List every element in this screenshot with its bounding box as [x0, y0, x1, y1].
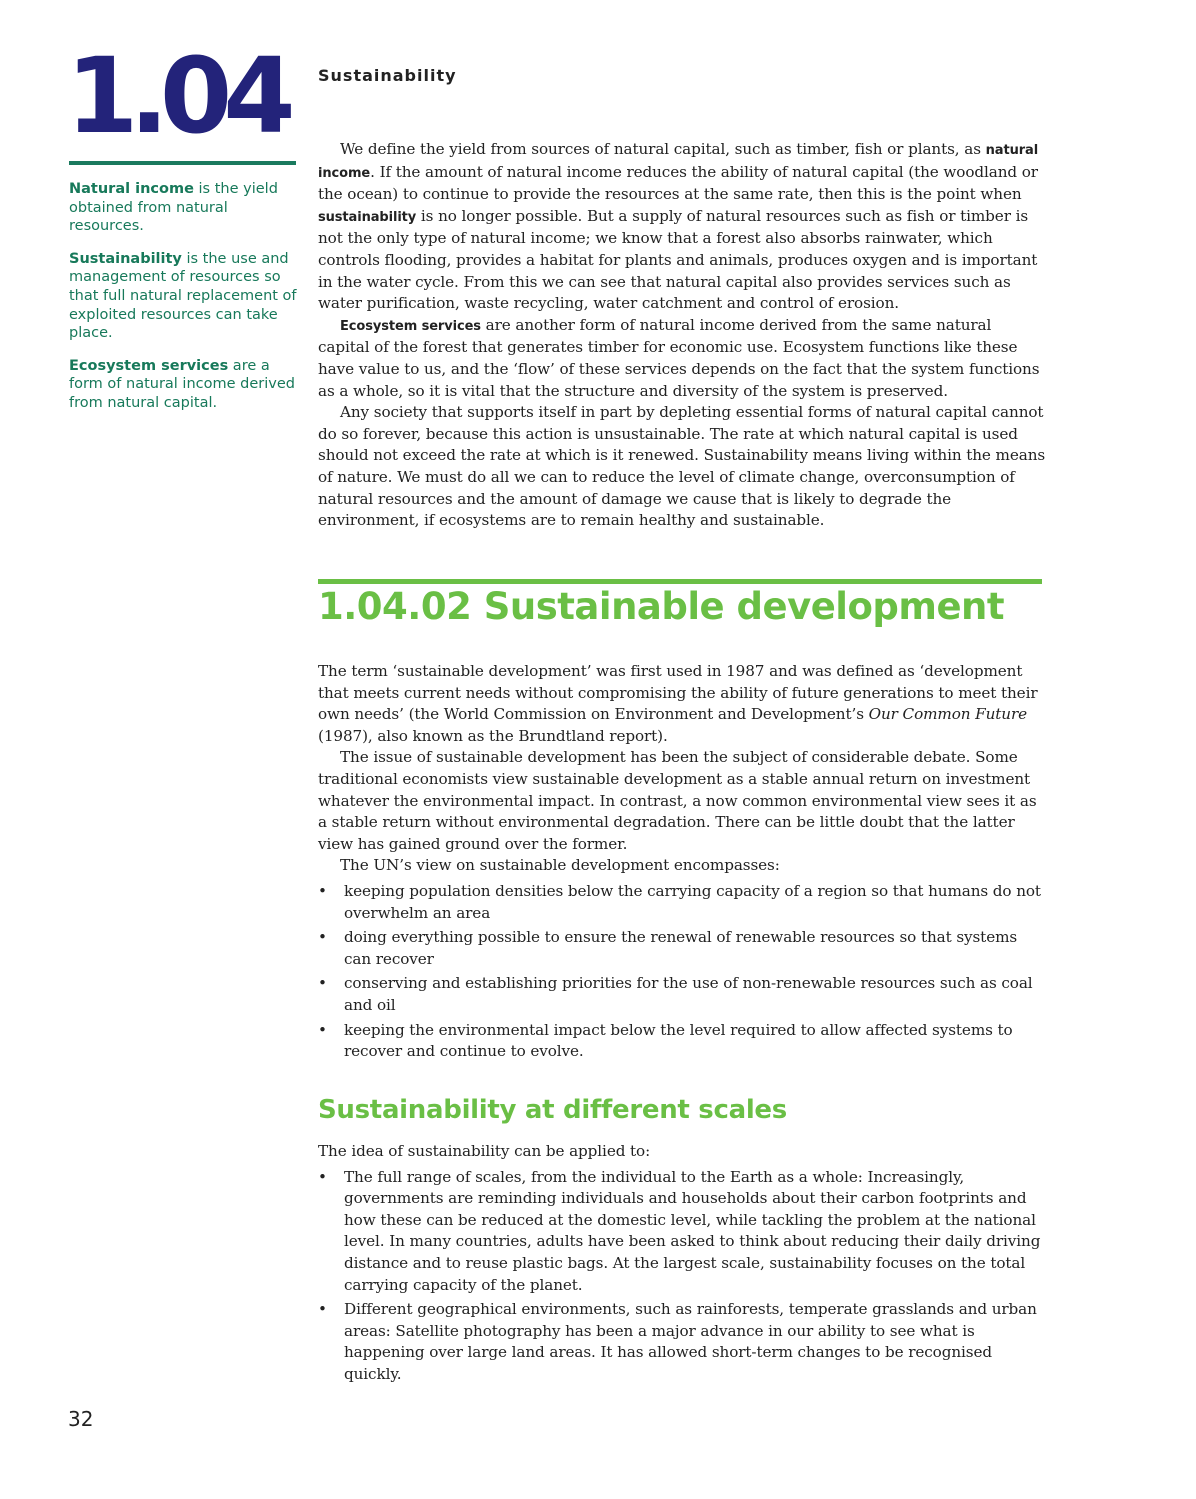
glossary-definition: is the use and management of resources so that full natural replacement of exploited resources can take place. — [69, 250, 297, 342]
glossary-sidebar — [69, 180, 297, 427]
glossary-definition: are a form of natural income derived from natural capital. — [69, 357, 295, 411]
keyword-natural-income: natural income — [318, 143, 1039, 181]
text-run: The term ‘sustainable development’ was first used in 1987 and was defined as ‘development that meets current needs without compromising the ability of future generations to meet their own needs’ (the World Commission on Environment and Development’s — [318, 662, 1038, 724]
intro-text — [318, 139, 1046, 532]
glossary-definition: is the yield obtained from natural resources. — [69, 181, 278, 235]
keyword-sustainability: sustainability — [318, 209, 417, 225]
chapter-number: 1.04 — [66, 35, 287, 157]
text-run: is no longer possible. But a supply of natural resources such as fish or timber is not the only type of natural income; we know that a forest also absorbs rainwater, which controls flooding, provides a habitat for plants and animals, produces oxygen and is important in the water cycle. From this we can see that natural capital also provides services such as water purification, waste recycling, water catchment and control of erosion. — [318, 206, 1038, 313]
chapter-rule — [69, 161, 296, 165]
text-run: (1987), also known as the Brundtland report). — [318, 726, 668, 745]
keyword-ecosystem-services: Ecosystem services — [340, 318, 481, 334]
glossary-term: Natural income — [69, 181, 194, 197]
section-heading: 1.04.02 Sustainable development — [318, 585, 1005, 628]
intro-paragraph-3: Any society that supports itself in part by depleting essential forms of natural capital cannot do so forever, because this action is unsustainable. The rate at which natural capital is used should not exceed the rate at which is it renewed. Sustainability means living within the means of nature. We must do all we can to reduce the level of climate change, overconsumption of natural resources and the amount of damage we cause that is likely to degrade the environment, if ecosystems are to remain healthy and sustainable. — [318, 403, 1046, 530]
sd-paragraph-1 — [318, 661, 1046, 747]
text-run: . If the amount of natural income reduces the ability of natural capital (the woodland or the ocean) to continue to provide the resources at the same rate, then this is the point when — [318, 162, 1038, 204]
subsection-heading: Sustainability at different scales — [318, 1095, 787, 1125]
list-item: • The full range of scales, from the individual to the Earth as a whole: Increasingly, governments are reminding individuals and households about their carbon footprints and how these can be reduced at the domestic level, while tackling the problem at the national level. In many countries, adults have been asked to think about reducing their daily driving distance and to reuse plastic bags. At the largest scale, sustainability focuses on the total carrying capacity of the planet. — [318, 1167, 1046, 1297]
list-item: • doing everything possible to ensure the renewal of renewable resources so that systems can recover — [318, 927, 1046, 970]
glossary-ecosystem-services — [69, 357, 297, 413]
glossary-sustainability — [69, 250, 297, 343]
list-item: • conserving and establishing priorities for the use of non-renewable resources such as coal and oil — [318, 973, 1046, 1016]
book-title: Our Common Future — [868, 705, 1028, 724]
sd-paragraph-3: The UN’s view on sustainable development encompasses: — [340, 856, 780, 875]
page-number: 32 — [68, 1407, 94, 1431]
glossary-term: Sustainability — [69, 250, 182, 267]
list-item: • keeping the environmental impact below the level required to allow affected systems to recover and continue to evolve. — [318, 1020, 1046, 1063]
intro-paragraph-1 — [318, 139, 1046, 315]
scales-list — [318, 1167, 1046, 1386]
list-item: • Different geographical environments, such as rainforests, temperate grasslands and urban areas: Satellite photography has been a major advance in our ability to see what is happening over large land areas. It has allowed short-term changes to be recognised quickly. — [318, 1299, 1046, 1385]
un-view-list — [318, 881, 1046, 1063]
glossary-term: Ecosystem services — [69, 357, 229, 374]
text-run: We define the yield from sources of natural capital, such as timber, fish or plants, as — [340, 140, 986, 158]
sustainable-development-text — [318, 661, 1046, 1066]
scales-intro: The idea of sustainability can be applied to: — [318, 1142, 651, 1160]
text-run: are another form of natural income derived from the same natural capital of the forest that generates timber for economic use. Ecosystem functions like these have value to us, and the ‘flow’ of these services depends on the fact that the system functions as a whole, so it is vital that the structure and diversity of the system is preserved. — [318, 315, 1040, 400]
list-item: • keeping population densities below the carrying capacity of a region so that humans do not overwhelm an area — [318, 881, 1046, 924]
intro-paragraph-2 — [318, 315, 1046, 402]
sd-paragraph-2: The issue of sustainable development has been the subject of considerable debate. Some traditional economists view sustainable development as a stable annual return on investment whatever the environmental impact. In contrast, a now common environmental view sees it as a stable return without environmental degradation. There can be little doubt that the latter view has gained ground over the former. — [318, 748, 1037, 853]
glossary-natural-income — [69, 180, 297, 236]
scales-text — [318, 1141, 1046, 1389]
section-rule — [318, 579, 1042, 584]
section-label: Sustainability — [318, 66, 457, 85]
